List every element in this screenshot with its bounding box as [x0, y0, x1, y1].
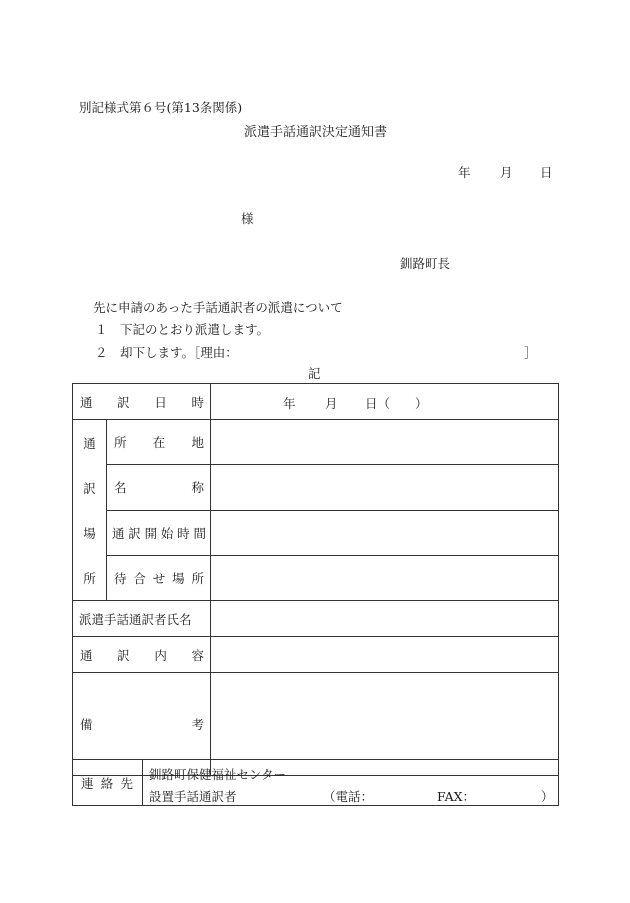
- item-2: ２ 却下します。［理由：: [95, 345, 238, 360]
- document-title: 派遣手話通訳決定通知書: [244, 125, 388, 140]
- form-number: 別記様式第６号(第13条関係): [79, 100, 243, 115]
- label-char: 所: [191, 570, 204, 586]
- label-char: 絡: [100, 775, 114, 791]
- group-char: 場: [83, 525, 96, 541]
- label-char: 訳: [117, 394, 130, 410]
- label-char: 在: [152, 435, 166, 451]
- contact-label-cell: [73, 760, 143, 806]
- label-char: 時: [191, 394, 204, 410]
- label-char: 日: [154, 394, 167, 410]
- label-char: 名: [114, 480, 127, 496]
- start-time-value-cell[interactable]: [211, 510, 559, 555]
- label-char: 容: [191, 647, 204, 663]
- label-char: 所: [114, 435, 127, 451]
- contact-close: ）: [541, 789, 554, 804]
- item-2-close: ］: [524, 345, 537, 360]
- label-char: 待: [114, 570, 127, 586]
- label-char: 始: [160, 525, 174, 541]
- group-char: 訳: [83, 480, 96, 496]
- contact-row: [73, 760, 559, 806]
- date-month: 月: [500, 165, 513, 180]
- row-start-time: [73, 510, 559, 555]
- date-year: 年: [458, 165, 471, 180]
- row-date: [73, 384, 559, 420]
- date-label-cell: [73, 384, 211, 420]
- label-char: 地: [191, 435, 204, 451]
- meeting-place-label-cell: [107, 555, 211, 600]
- dispatch-details-table: [72, 383, 559, 776]
- ki-marker: 記: [308, 366, 321, 381]
- interpreter-value-cell[interactable]: [211, 601, 559, 637]
- meeting-place-value-cell[interactable]: [211, 555, 559, 600]
- group-char: 通: [83, 435, 96, 451]
- name-value-cell[interactable]: [211, 465, 559, 510]
- label-char: 場: [172, 570, 185, 586]
- date-day: 日: [540, 165, 553, 180]
- item-1: １ 下記のとおり派遣します。: [95, 322, 270, 337]
- row-location: [73, 420, 559, 465]
- row-name: [73, 465, 559, 510]
- label-char: 通: [80, 647, 93, 663]
- name-label-cell: [107, 465, 211, 510]
- value-month: 月: [325, 396, 338, 411]
- issuer: 釧路町長: [400, 256, 451, 271]
- label-char: 内: [154, 647, 167, 663]
- contact-fax-label: FAX：: [437, 789, 476, 804]
- date-value-cell[interactable]: [211, 384, 559, 420]
- value-day: 日（: [365, 396, 391, 411]
- label-char: 開: [144, 525, 158, 541]
- content-label-cell: [73, 637, 211, 673]
- label-char: 考: [191, 717, 204, 732]
- label-char: せ: [152, 570, 166, 586]
- label-char: 先: [120, 775, 133, 791]
- label-char: 合: [133, 570, 146, 586]
- content-value-cell[interactable]: [211, 637, 559, 673]
- label-char: 時: [177, 525, 190, 541]
- contact-phone-label: （電話：: [323, 789, 374, 804]
- contact-organization: 釧路町保健福祉センター: [149, 767, 287, 782]
- label-char: 備: [80, 717, 93, 732]
- row-interpreter: [73, 601, 559, 637]
- contact-interpreter: 設置手話通訳者: [149, 789, 237, 804]
- value-year: 年: [283, 396, 296, 411]
- contact-info-cell: [143, 760, 559, 806]
- label-char: 間: [193, 525, 206, 541]
- intro-text: 先に申請のあった手話通訳者の派遣について: [93, 300, 343, 315]
- place-group-cell: [73, 420, 107, 601]
- location-value-cell[interactable]: [211, 420, 559, 465]
- group-char: 所: [83, 570, 96, 586]
- label-char: 連: [81, 775, 94, 791]
- interpreter-label: 派遣手話通訳者氏名: [79, 611, 192, 627]
- row-content: [73, 637, 559, 673]
- interpreter-label-cell: [73, 601, 211, 637]
- contact-table: [72, 759, 559, 806]
- start-time-label-cell: [107, 510, 211, 555]
- label-char: 訳: [117, 647, 130, 663]
- row-meeting-place: [73, 555, 559, 600]
- label-char: 訳: [128, 525, 141, 541]
- addressee-suffix: 様: [241, 211, 254, 226]
- value-close: ）: [415, 396, 428, 411]
- label-char: 通: [80, 394, 93, 410]
- label-char: 称: [191, 480, 204, 496]
- location-label-cell: [107, 420, 211, 465]
- label-char: 通: [112, 525, 125, 541]
